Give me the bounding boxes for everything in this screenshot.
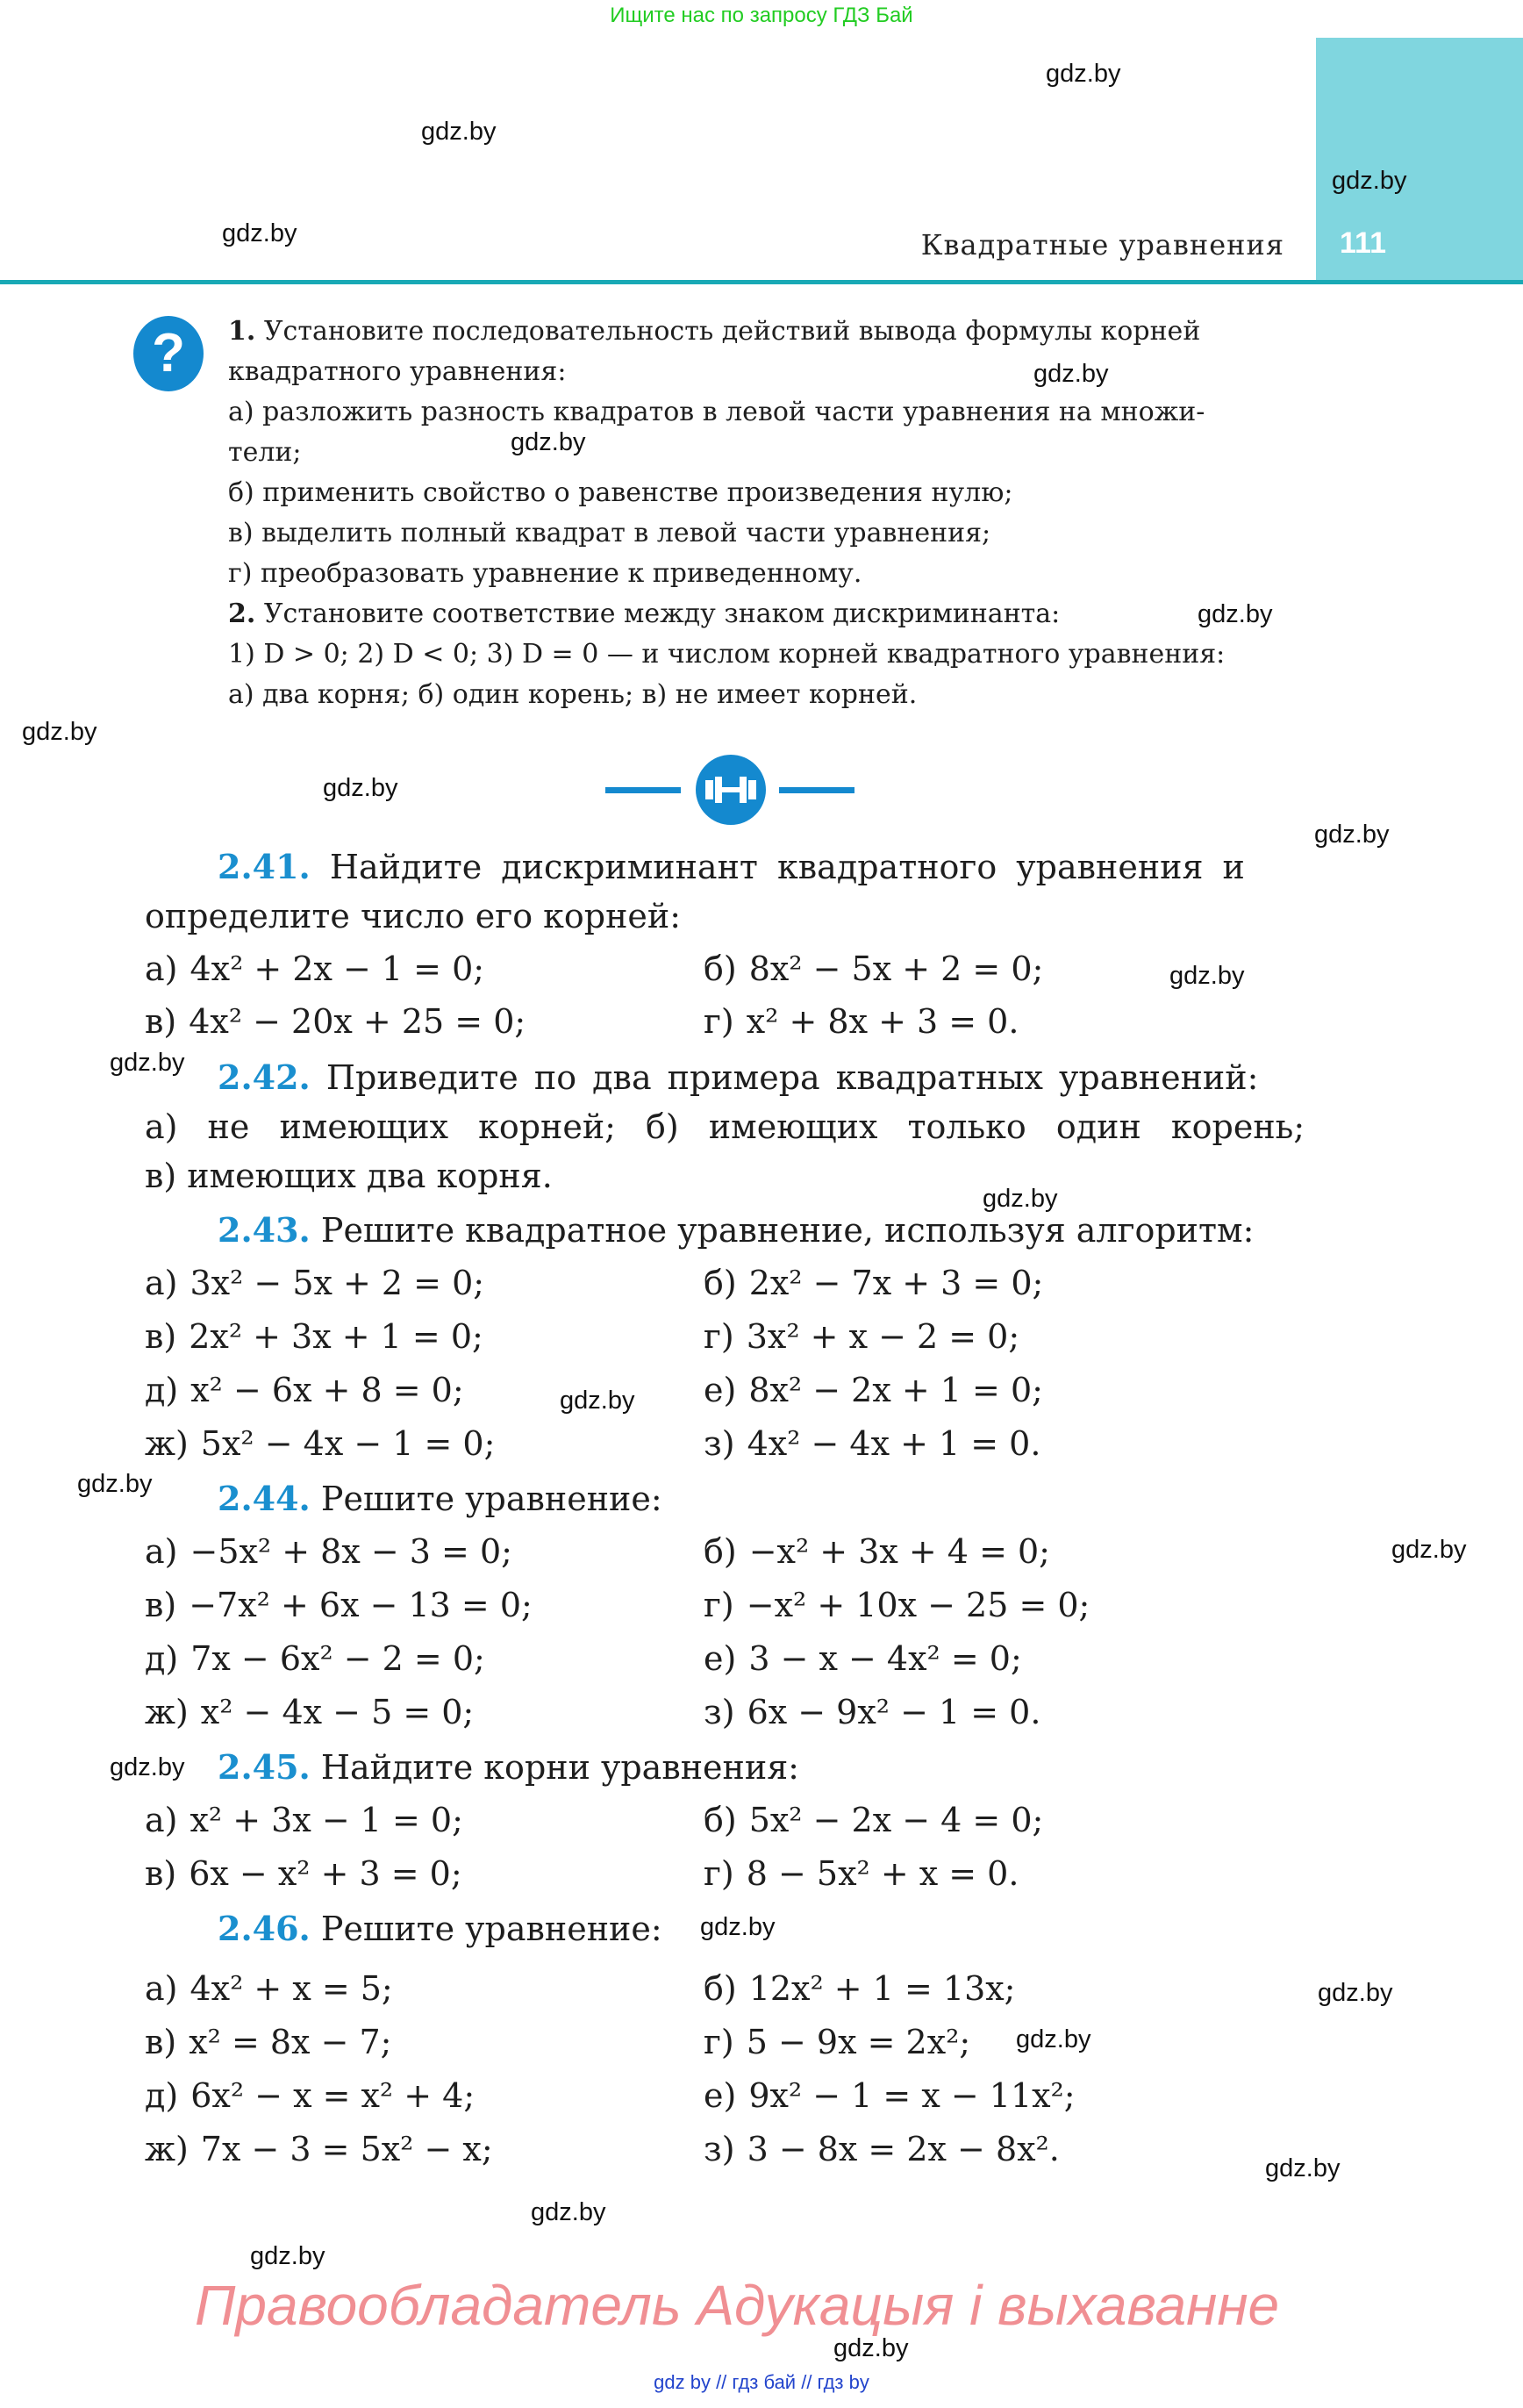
top-search-note: Ищите нас по запросу ГДЗ Бай	[610, 4, 913, 27]
equation-item: г) 5 − 9x = 2x²;	[704, 2023, 971, 2061]
watermark: gdz.by	[1046, 60, 1121, 88]
equation-item: д) 6x² − x = x² + 4;	[145, 2076, 475, 2115]
exercise-title: 2.43. Решите квадратное уравнение, используя алгоритм:	[218, 1210, 1255, 1250]
equation-item: з) 4x² − 4x + 1 = 0.	[704, 1424, 1041, 1463]
exercise-title: 2.44. Решите уравнение:	[218, 1479, 662, 1518]
equation-item: г) −x² + 10x − 25 = 0;	[704, 1586, 1090, 1624]
equation-item: е) 9x² − 1 = x − 11x²;	[704, 2076, 1076, 2115]
question-line: 1. Установите последовательность действий вывода формулы корней	[228, 316, 1201, 347]
equation-item: д) 7x − 6x² − 2 = 0;	[145, 1639, 485, 1678]
watermark: gdz.by	[833, 2334, 909, 2362]
watermark: gdz.by	[421, 118, 497, 146]
equation-item: а) 4x² + 2x − 1 = 0;	[145, 950, 485, 988]
equation-item: а) −5x² + 8x − 3 = 0;	[145, 1532, 512, 1571]
watermark: gdz.by	[1169, 962, 1245, 990]
exercise-title: 2.42. Приведите по два примера квадратных уравнений:	[218, 1057, 1259, 1097]
watermark: gdz.by	[1033, 360, 1109, 388]
equation-item: ж) 7x − 3 = 5x² − x;	[145, 2130, 493, 2168]
exercise-title: а) не имеющих корней; б) имеющих только один корень;	[145, 1107, 1305, 1146]
watermark: gdz.by	[531, 2198, 606, 2226]
header-rule	[0, 280, 1523, 284]
exercise-title: 2.46. Решите уравнение:	[218, 1909, 662, 1948]
question-icon: ?	[133, 316, 204, 391]
watermark: gdz.by	[77, 1470, 153, 1498]
running-title: Квадратные уравнения	[920, 228, 1284, 262]
equation-item: з) 3 − 8x = 2x − 8x².	[704, 2130, 1060, 2168]
watermark: gdz.by	[1016, 2025, 1091, 2053]
watermark: gdz.by	[1391, 1536, 1467, 1564]
divider-left	[605, 787, 681, 793]
question-line: 1) D > 0; 2) D < 0; 3) D = 0 — и числом корней квадратного уравнения:	[228, 639, 1226, 670]
equation-item: в) x² = 8x − 7;	[145, 2023, 392, 2061]
question-line: 2. Установите соответствие между знаком дискриминанта:	[228, 598, 1061, 629]
watermark: gdz.by	[323, 774, 398, 802]
watermark: gdz.by	[1314, 821, 1390, 849]
question-line: квадратного уравнения:	[228, 356, 567, 387]
equation-item: в) −7x² + 6x − 13 = 0;	[145, 1586, 533, 1624]
question-line: а) два корня; б) один корень; в) не имеет корней.	[228, 679, 918, 710]
question-line: г) преобразовать уравнение к приведенному.	[228, 558, 862, 589]
equation-item: б) 12x² + 1 = 13x;	[704, 1969, 1016, 2008]
watermark: gdz.by	[511, 428, 586, 456]
watermark: gdz.by	[560, 1387, 635, 1415]
question-line: а) разложить разность квадратов в левой части уравнения на множи-	[228, 397, 1205, 427]
equation-item: в) 6x − x² + 3 = 0;	[145, 1854, 462, 1893]
watermark: gdz.by	[1265, 2154, 1341, 2182]
equation-item: е) 3 − x − 4x² = 0;	[704, 1639, 1022, 1678]
exercise-title: определите число его корней:	[145, 897, 682, 935]
exercise-title: 2.41. Найдите дискриминант квадратного уравнения и	[218, 847, 1245, 886]
equation-item: б) 5x² − 2x − 4 = 0;	[704, 1801, 1044, 1839]
watermark: gdz.by	[700, 1913, 776, 1941]
question-line: тели;	[228, 437, 302, 468]
watermark: gdz.by	[1332, 167, 1407, 195]
equation-item: б) 8x² − 5x + 2 = 0;	[704, 950, 1044, 988]
equation-item: е) 8x² − 2x + 1 = 0;	[704, 1371, 1043, 1409]
watermark: gdz.by	[110, 1049, 185, 1077]
watermark: gdz.by	[222, 219, 297, 247]
equation-item: ж) 5x² − 4x − 1 = 0;	[145, 1424, 496, 1463]
watermark: gdz.by	[983, 1185, 1058, 1213]
question-line: б) применить свойство о равенстве произведения нулю;	[228, 477, 1013, 508]
equation-item: г) x² + 8x + 3 = 0.	[704, 1002, 1019, 1041]
equation-item: а) x² + 3x − 1 = 0;	[145, 1801, 463, 1839]
equation-item: б) −x² + 3x + 4 = 0;	[704, 1532, 1050, 1571]
equation-item: а) 4x² + x = 5;	[145, 1969, 393, 2008]
equation-item: з) 6x − 9x² − 1 = 0.	[704, 1693, 1041, 1731]
equation-item: г) 3x² + x − 2 = 0;	[704, 1317, 1020, 1356]
exercise-title: 2.45. Найдите корни уравнения:	[218, 1747, 799, 1787]
equation-item: а) 3x² − 5x + 2 = 0;	[145, 1264, 485, 1302]
exercise-title: в) имеющих два корня.	[145, 1157, 553, 1195]
watermark: gdz.by	[22, 718, 97, 746]
divider-right	[779, 787, 854, 793]
copyright-notice: Правообладатель Адукацыя і выхаванне	[195, 2274, 1280, 2337]
footer-links[interactable]: gdz by // гдз бай // гдз by	[654, 2371, 869, 2393]
page-number: 111	[1340, 226, 1386, 260]
equation-item: г) 8 − 5x² + x = 0.	[704, 1854, 1019, 1893]
question-line: в) выделить полный квадрат в левой части уравнения;	[228, 518, 991, 548]
watermark: gdz.by	[110, 1753, 185, 1781]
watermark: gdz.by	[1318, 1979, 1393, 2007]
watermark: gdz.by	[1198, 600, 1273, 628]
watermark: gdz.by	[250, 2242, 325, 2270]
dumbbell-icon	[696, 755, 766, 825]
equation-item: д) x² − 6x + 8 = 0;	[145, 1371, 464, 1409]
equation-item: в) 2x² + 3x + 1 = 0;	[145, 1317, 483, 1356]
equation-item: ж) x² − 4x − 5 = 0;	[145, 1693, 475, 1731]
equation-item: б) 2x² − 7x + 3 = 0;	[704, 1264, 1044, 1302]
equation-item: в) 4x² − 20x + 25 = 0;	[145, 1002, 526, 1041]
